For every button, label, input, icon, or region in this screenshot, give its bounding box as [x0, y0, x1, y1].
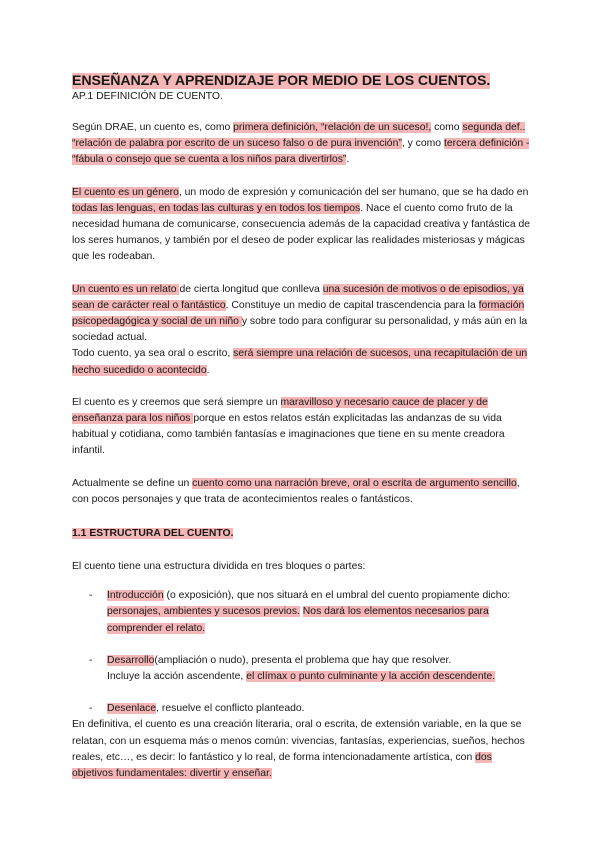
- text-run: , resuelve el conflicto planteado.: [156, 703, 305, 715]
- paragraph-cauce-placer: [72, 395, 532, 460]
- chapter-subtitle: AP.1 DEFINICIÓN DE CUENTO.: [72, 91, 223, 102]
- text-run: .: [346, 154, 350, 166]
- highlighted-text: personajes, ambientes y sucesos previos.: [107, 606, 300, 618]
- highlighted-text: una sucesión de motivos o de episodios, ya sean de carácter real o fantástico: [72, 283, 524, 311]
- list-item-text: [107, 703, 305, 714]
- list-item-desarrollo: [72, 653, 532, 685]
- text-run: . Constituye un medio de capital trascendencia para la: [225, 299, 479, 311]
- text-run: porque en estos relatos están explicitadas las andanzas de su vida habitual y cotidiana, como también fantasías e imaginaciones que tiene en su mente creadora infantil.: [72, 413, 505, 457]
- highlighted-text: formación psicopedagógica y social de un niño: [72, 299, 525, 328]
- paragraph-genre: [72, 185, 532, 266]
- text-run: Actualmente se define un: [72, 477, 193, 489]
- highlighted-text: maravilloso y necesario cauce de placer y de enseñanza para los niños: [72, 396, 488, 425]
- highlighted-text: Un cuento es un relato: [72, 283, 180, 295]
- text-run: , y como: [401, 138, 444, 150]
- text-run: Incluye la acción ascendente,: [107, 671, 247, 683]
- text-run: .: [206, 364, 210, 376]
- highlighted-text: primera definición, “relación de un suceso!,: [233, 122, 432, 133]
- document-title: ENSEÑANZA Y APRENDIZAJE POR MEDIO DE LOS CUENTOS.: [72, 73, 491, 89]
- text-run: . Nace el cuento como fruto de la necesidad humana de comunicarse, consecuencia además de la capacidad creativa y fantástica de los seres humanos, y también por el deseo de poder explicar las realidades misteriosas y mágicas que les rodeaban.: [72, 202, 531, 263]
- paragraph-conclusion: [72, 717, 532, 782]
- text-run: como: [431, 122, 463, 133]
- text-run: , con pocos personajes y que trata de acontecimientos reales o fantásticos.: [72, 477, 520, 505]
- text-run: (ampliación o nudo), presenta el problema que hay que resolver.: [154, 654, 452, 666]
- highlighted-text: segunda def.. “relación de palabra por escrito de un suceso falso o de pura invención”: [72, 122, 526, 150]
- highlighted-text: dos objetivos fundamentales: divertir y enseñar.: [72, 751, 492, 780]
- paragraph-drae-definition: [72, 120, 532, 169]
- list-dash: -: [89, 590, 93, 602]
- highlighted-text: Nos dará los elementos necesarios para comprender el relato.: [107, 606, 489, 634]
- paragraph-relato: [72, 282, 532, 379]
- text-run: , un modo de expresión y comunicación del ser humano, que se ha dado en: [178, 186, 529, 198]
- highlighted-text: el clímax o punto culminante y la acción descendente.: [246, 671, 496, 683]
- text-run: (o exposición), que nos situará en el umbral del cuento propiamente dicho:: [163, 590, 511, 602]
- highlighted-text: tercera definición - “fábula o consejo que se cuenta a los niños para divertirlos”: [72, 138, 530, 166]
- highlighted-text: cuento como una narración breve, oral o escrita de argumento sencillo: [192, 477, 517, 489]
- highlighted-text: Introducción: [107, 590, 164, 602]
- text-run: El cuento es y creemos que será siempre un: [72, 396, 281, 408]
- list-item-desenlace: [72, 701, 532, 717]
- highlighted-text: todas las lenguas, en todas las culturas y en todos los tiempos: [72, 202, 361, 214]
- highlighted-text: será siempre una relación de sucesos, una recapitulación de un hecho sucedido o acontecido: [72, 348, 528, 376]
- list-dash: -: [89, 654, 93, 666]
- section-title: 1.1 ESTRUCTURA DEL CUENTO.: [72, 528, 234, 540]
- list-item-text: [107, 590, 510, 633]
- text-run: Todo cuento, ya sea oral o escrito,: [72, 348, 234, 360]
- highlighted-text: Desenlace: [107, 703, 157, 715]
- highlighted-text: El cuento es un género: [72, 186, 179, 198]
- text-run: y sobre todo para configurar su personalidad, y más aún en la sociedad actual.: [72, 316, 528, 344]
- list-item-introduccion: [72, 588, 532, 637]
- list-dash: -: [89, 703, 93, 715]
- section-intro: El cuento tiene una estructura dividida en tres bloques o partes:: [72, 561, 366, 573]
- text-run: de cierta longitud que conlleva: [179, 283, 323, 295]
- list-item-text: [107, 655, 495, 682]
- document-page: [72, 72, 532, 782]
- text-run: Según DRAE, un cuento es, como: [72, 122, 234, 133]
- highlighted-text: Desarrollo: [107, 654, 155, 666]
- text-run: En definitiva, el cuento es una creación literaria, oral o escrita, de extensión variable, en la que se relatan, con un esquema más o menos común: vivencias, fantasías, experiencias, sueños, hechos reales, etc…, es decir: lo fantástico y lo real, de forma intencionadamente artística, con: [72, 719, 525, 763]
- structure-list: [72, 588, 532, 717]
- paragraph-definicion-actual: [72, 476, 532, 508]
